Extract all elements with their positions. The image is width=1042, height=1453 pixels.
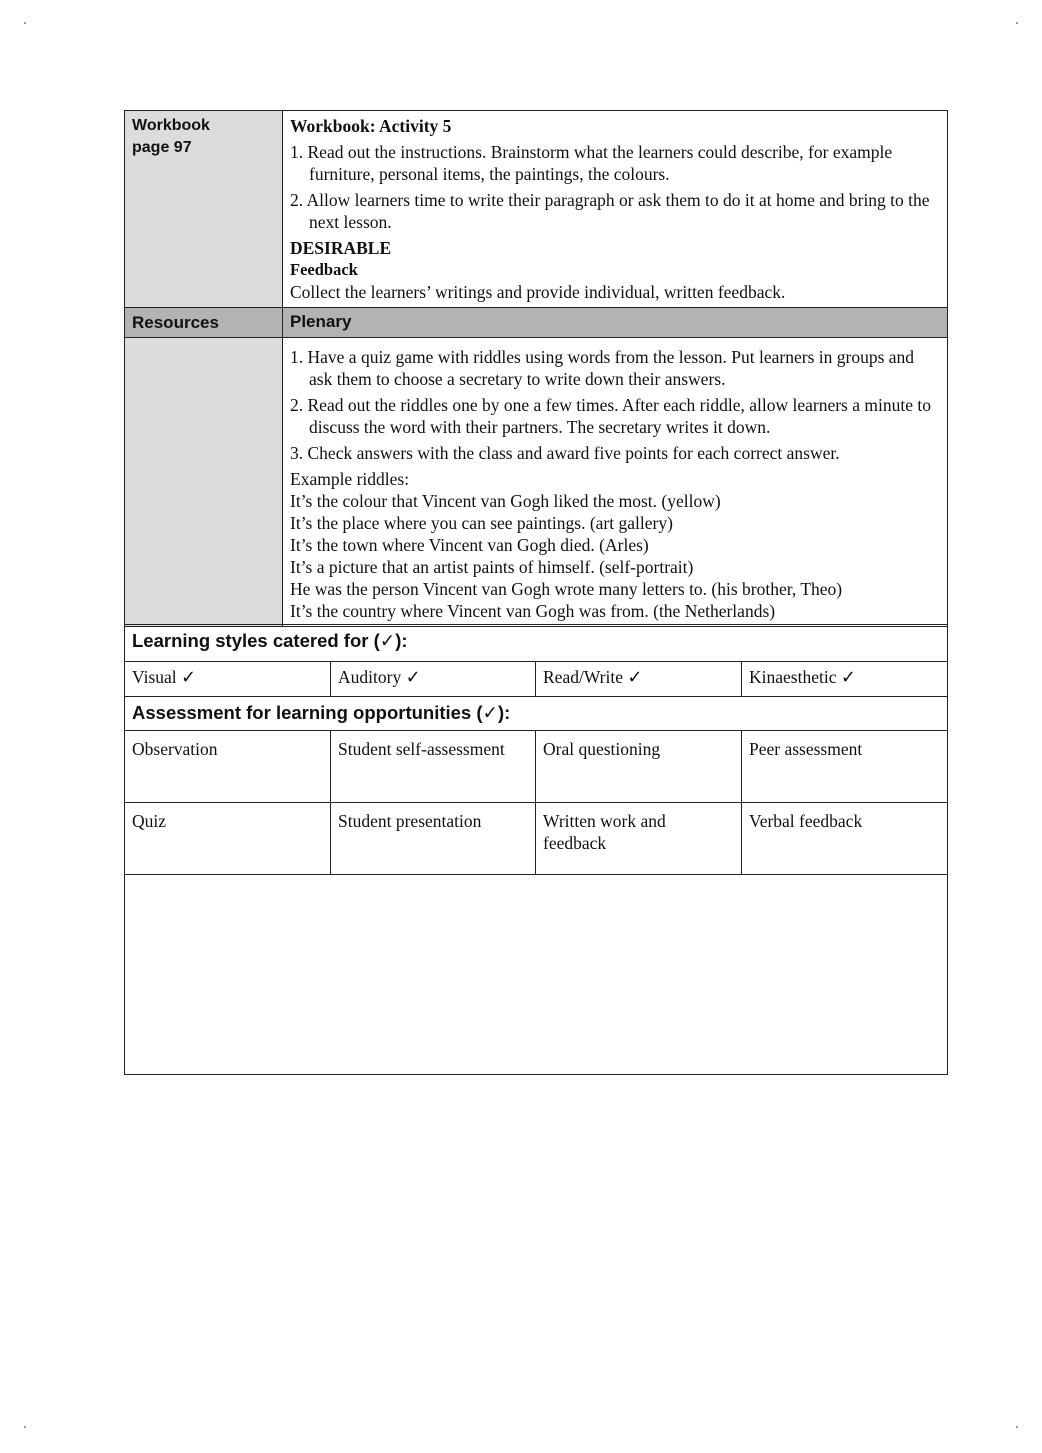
riddle-item: It’s the colour that Vincent van Gogh liked the most. (yellow): [290, 491, 721, 511]
learning-style-cell: [331, 662, 536, 697]
assessment-cell: [536, 731, 742, 803]
workbook-step: 1. Read out the instructions. Brainstorm what the learners could describe, for example furniture, personal items, the paintings, the colours.: [290, 142, 893, 184]
learning-style-cell: [125, 662, 331, 697]
feedback-text: Collect the learners’ writings and provide individual, written feedback.: [290, 282, 786, 302]
riddle-item: It’s a picture that an artist paints of himself. (self-portrait): [290, 557, 694, 577]
riddle-item: It’s the town where Vincent van Gogh died. (Arles): [290, 535, 649, 555]
tick-icon: ✓: [627, 667, 643, 688]
learning-style-label: Kinaesthetic: [749, 667, 837, 687]
riddle-item: He was the person Vincent van Gogh wrote many letters to. (his brother, Theo): [290, 579, 843, 599]
learning-styles-heading-row: [125, 625, 948, 662]
workbook-step: 2. Allow learners time to write their paragraph or ask them to do it at home and bring to the next lesson.: [290, 190, 930, 232]
assessment-cell: [125, 803, 331, 875]
feedback-label: Feedback: [290, 260, 358, 279]
assessment-option: Peer assessment: [749, 739, 863, 759]
learning-style-cell: [536, 662, 742, 697]
assessment-option: Student self-assessment: [338, 739, 505, 759]
learning-style-label: Read/Write: [543, 667, 623, 687]
assessment-row: [125, 803, 948, 875]
assessment-option: Student presentation: [338, 811, 482, 831]
learning-style-label: Auditory: [338, 667, 402, 687]
crop-mark-top-left: [24, 22, 26, 24]
notes-area: [125, 875, 948, 1075]
assessment-option: Observation: [132, 739, 218, 759]
assessment-option: Written work and feedback: [543, 811, 666, 853]
assessment-row: [125, 731, 948, 803]
plenary-step: 1. Have a quiz game with riddles using words from the lesson. Put learners in groups and ask them to choose a secretary to write down their answers.: [290, 347, 915, 389]
learning-style-label: Visual: [132, 667, 177, 687]
assessment-heading-cell: [125, 697, 948, 731]
workbook-side-cell: [125, 111, 283, 308]
assessment-cell: [742, 731, 948, 803]
assessment-cell: [742, 803, 948, 875]
desirable-label: DESIRABLE: [290, 238, 392, 258]
plenary-heading: Plenary: [290, 312, 352, 331]
assessment-option: Verbal feedback: [749, 811, 863, 831]
learning-styles-heading: Learning styles catered for (✓):: [132, 630, 408, 651]
assessment-heading-row: [125, 697, 948, 731]
plenary-step: 3. Check answers with the class and award five points for each correct answer.: [290, 443, 840, 463]
assessment-cell: [125, 731, 331, 803]
tick-icon: ✓: [405, 667, 421, 688]
plenary-step: 2. Read out the riddles one by one a few times. After each riddle, allow learners a minute to discuss the word with their partners. The secretary writes it down.: [290, 395, 931, 437]
crop-mark-bottom-left: [24, 1426, 26, 1428]
workbook-content-cell: [283, 111, 948, 308]
assessment-option: Quiz: [132, 811, 167, 831]
assessment-cell: [536, 803, 742, 875]
learning-styles-heading-cell: [125, 625, 948, 662]
plenary-heading-row: [125, 308, 948, 338]
assessment-table: [124, 624, 948, 1075]
plenary-content-cell: [283, 338, 948, 627]
learning-styles-row: [125, 662, 948, 697]
notes-row: [125, 875, 948, 1075]
resources-label: Resources: [132, 313, 219, 332]
workbook-page-label: Workbook page 97: [132, 117, 210, 156]
riddle-item: It’s the country where Vincent van Gogh was from. (the Netherlands): [290, 601, 776, 621]
plenary-heading-cell: [283, 308, 948, 338]
tick-icon: ✓: [840, 667, 856, 688]
workbook-heading: Workbook: Activity 5: [290, 116, 452, 136]
assessment-cell: [331, 803, 536, 875]
workbook-row: [125, 111, 948, 308]
resources-cell: [125, 338, 283, 627]
tick-icon: ✓: [181, 667, 197, 688]
learning-style-cell: [742, 662, 948, 697]
assessment-cell: [331, 731, 536, 803]
resources-heading-cell: [125, 308, 283, 338]
assessment-heading: Assessment for learning opportunities (✓):: [132, 702, 511, 723]
crop-mark-bottom-right: [1016, 1426, 1018, 1428]
plenary-row: [125, 338, 948, 627]
riddles-intro: Example riddles:: [290, 469, 410, 489]
lesson-plan-table: [124, 110, 948, 627]
riddle-item: It’s the place where you can see paintings. (art gallery): [290, 513, 673, 533]
crop-mark-top-right: [1016, 22, 1018, 24]
assessment-option: Oral questioning: [543, 739, 661, 759]
